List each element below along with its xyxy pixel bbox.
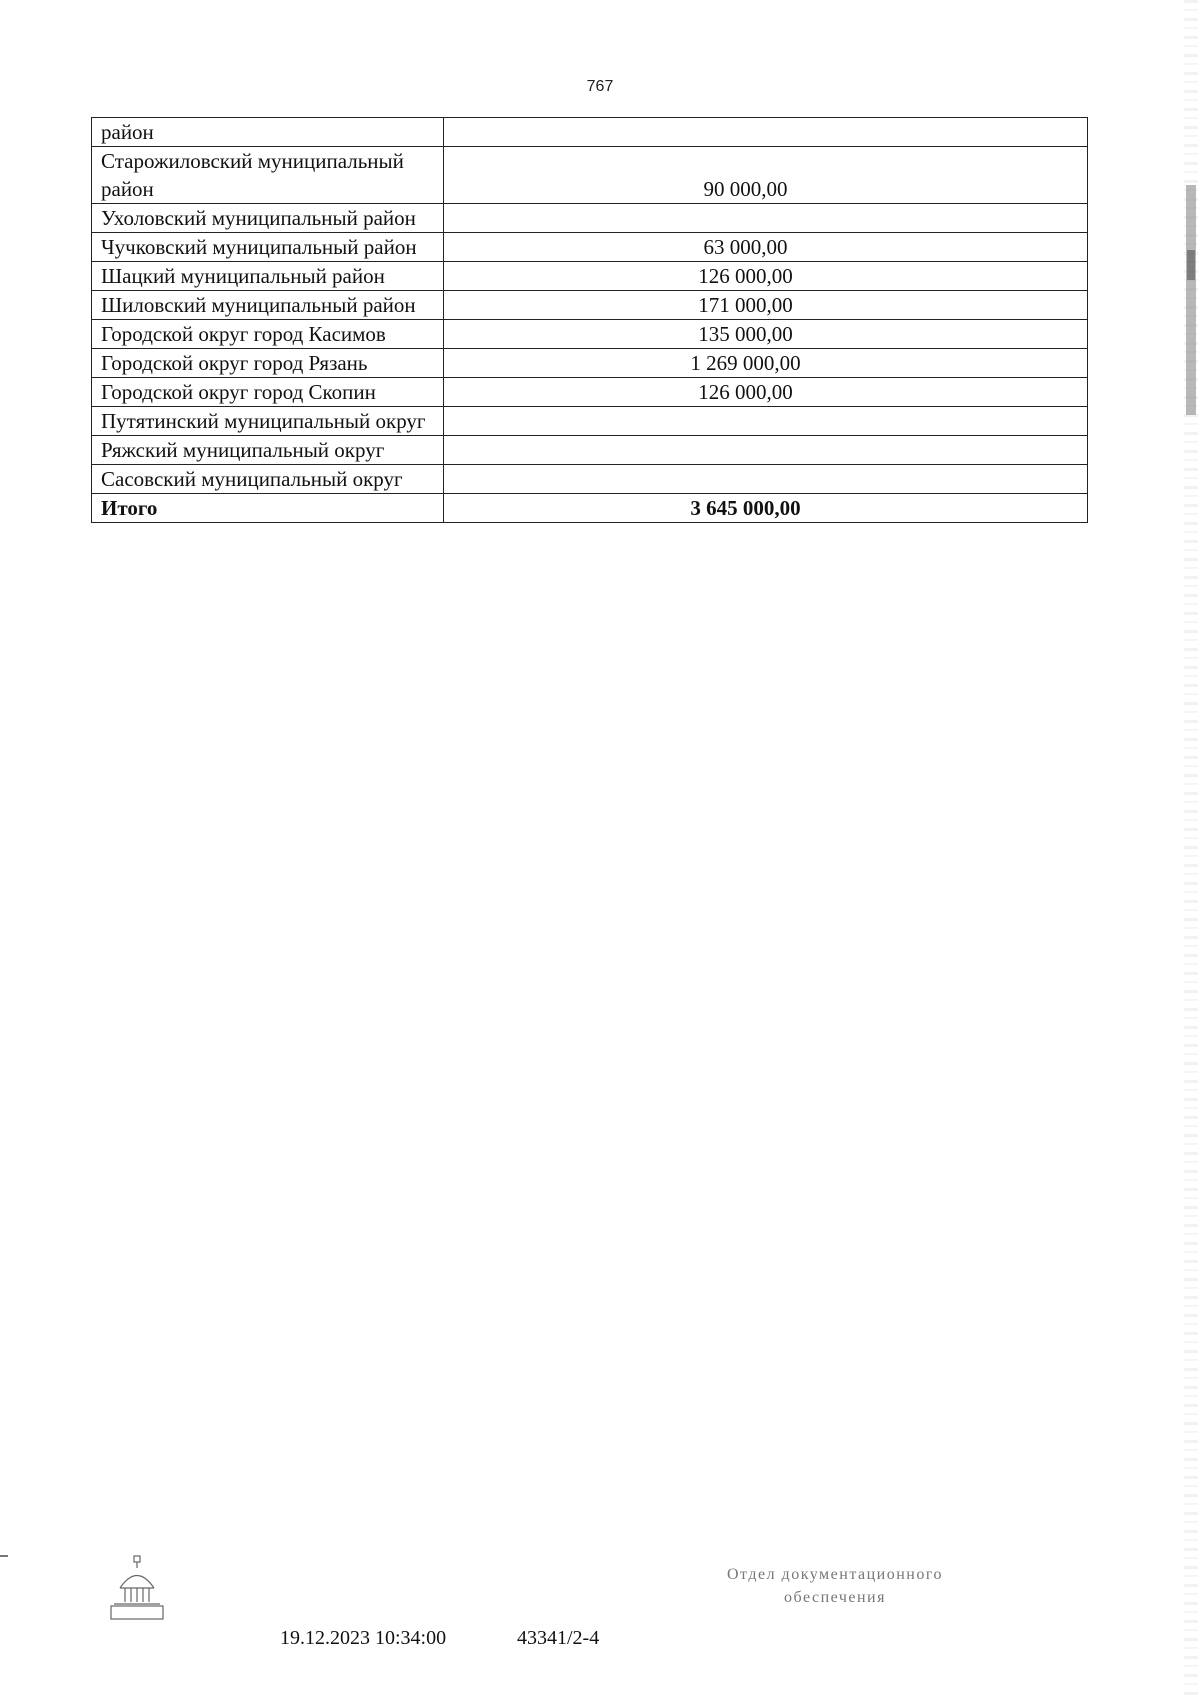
row-amount: 135 000,00 [444, 320, 1088, 349]
row-name: Сасовский муниципальный округ [92, 465, 444, 494]
row-amount: 90 000,00 [444, 147, 1088, 204]
row-amount: 126 000,00 [444, 262, 1088, 291]
footer-doc-number: 43341/2-4 [517, 1627, 600, 1649]
page-number: 767 [586, 78, 614, 95]
table-row [92, 233, 1088, 262]
row-name: Городской округ город Рязань [92, 349, 444, 378]
total-row [92, 494, 1088, 523]
row-amount: 63 000,00 [444, 233, 1088, 262]
row-name: Старожиловский муниципальный район [92, 147, 444, 204]
table-row [92, 407, 1088, 436]
scan-edge-shadow [1187, 250, 1195, 280]
table-row [92, 349, 1088, 378]
row-amount [444, 204, 1088, 233]
row-amount: 171 000,00 [444, 291, 1088, 320]
row-name: Городской округ город Скопин [92, 378, 444, 407]
row-name: Шиловский муниципальный район [92, 291, 444, 320]
funding-table [91, 117, 1088, 523]
stamp-line: Отдел документационного [726, 1566, 944, 1583]
table-row [92, 291, 1088, 320]
row-amount [444, 465, 1088, 494]
table-row [92, 204, 1088, 233]
row-amount [444, 407, 1088, 436]
row-name: Ряжский муниципальный округ [92, 436, 444, 465]
table-row [92, 320, 1088, 349]
row-name: Шацкий муниципальный район [92, 262, 444, 291]
duma-emblem-icon [108, 1555, 166, 1621]
row-amount: 126 000,00 [444, 378, 1088, 407]
table-row [92, 378, 1088, 407]
department-stamp [670, 1563, 1000, 1609]
table-row [92, 118, 1088, 147]
row-name: Путятинский муниципальный округ [92, 407, 444, 436]
total-label: Итого [92, 494, 444, 523]
row-amount: 1 269 000,00 [444, 349, 1088, 378]
table-row [92, 436, 1088, 465]
row-name: Чучковский муниципальный район [92, 233, 444, 262]
footer-datetime: 19.12.2023 10:34:00 [280, 1627, 447, 1649]
stamp-line: обеспечения [784, 1589, 886, 1606]
total-amount: 3 645 000,00 [444, 494, 1088, 523]
table-row [92, 147, 1088, 204]
table-row [92, 465, 1088, 494]
scan-edge-shadow [1186, 185, 1196, 415]
row-name: Ухоловский муниципальный район [92, 204, 444, 233]
table-row [92, 262, 1088, 291]
row-name: Городской округ город Касимов [92, 320, 444, 349]
table-body [92, 118, 1088, 523]
row-amount [444, 436, 1088, 465]
row-name: район [92, 118, 444, 147]
scan-mark [0, 1555, 8, 1557]
row-amount [444, 118, 1088, 147]
